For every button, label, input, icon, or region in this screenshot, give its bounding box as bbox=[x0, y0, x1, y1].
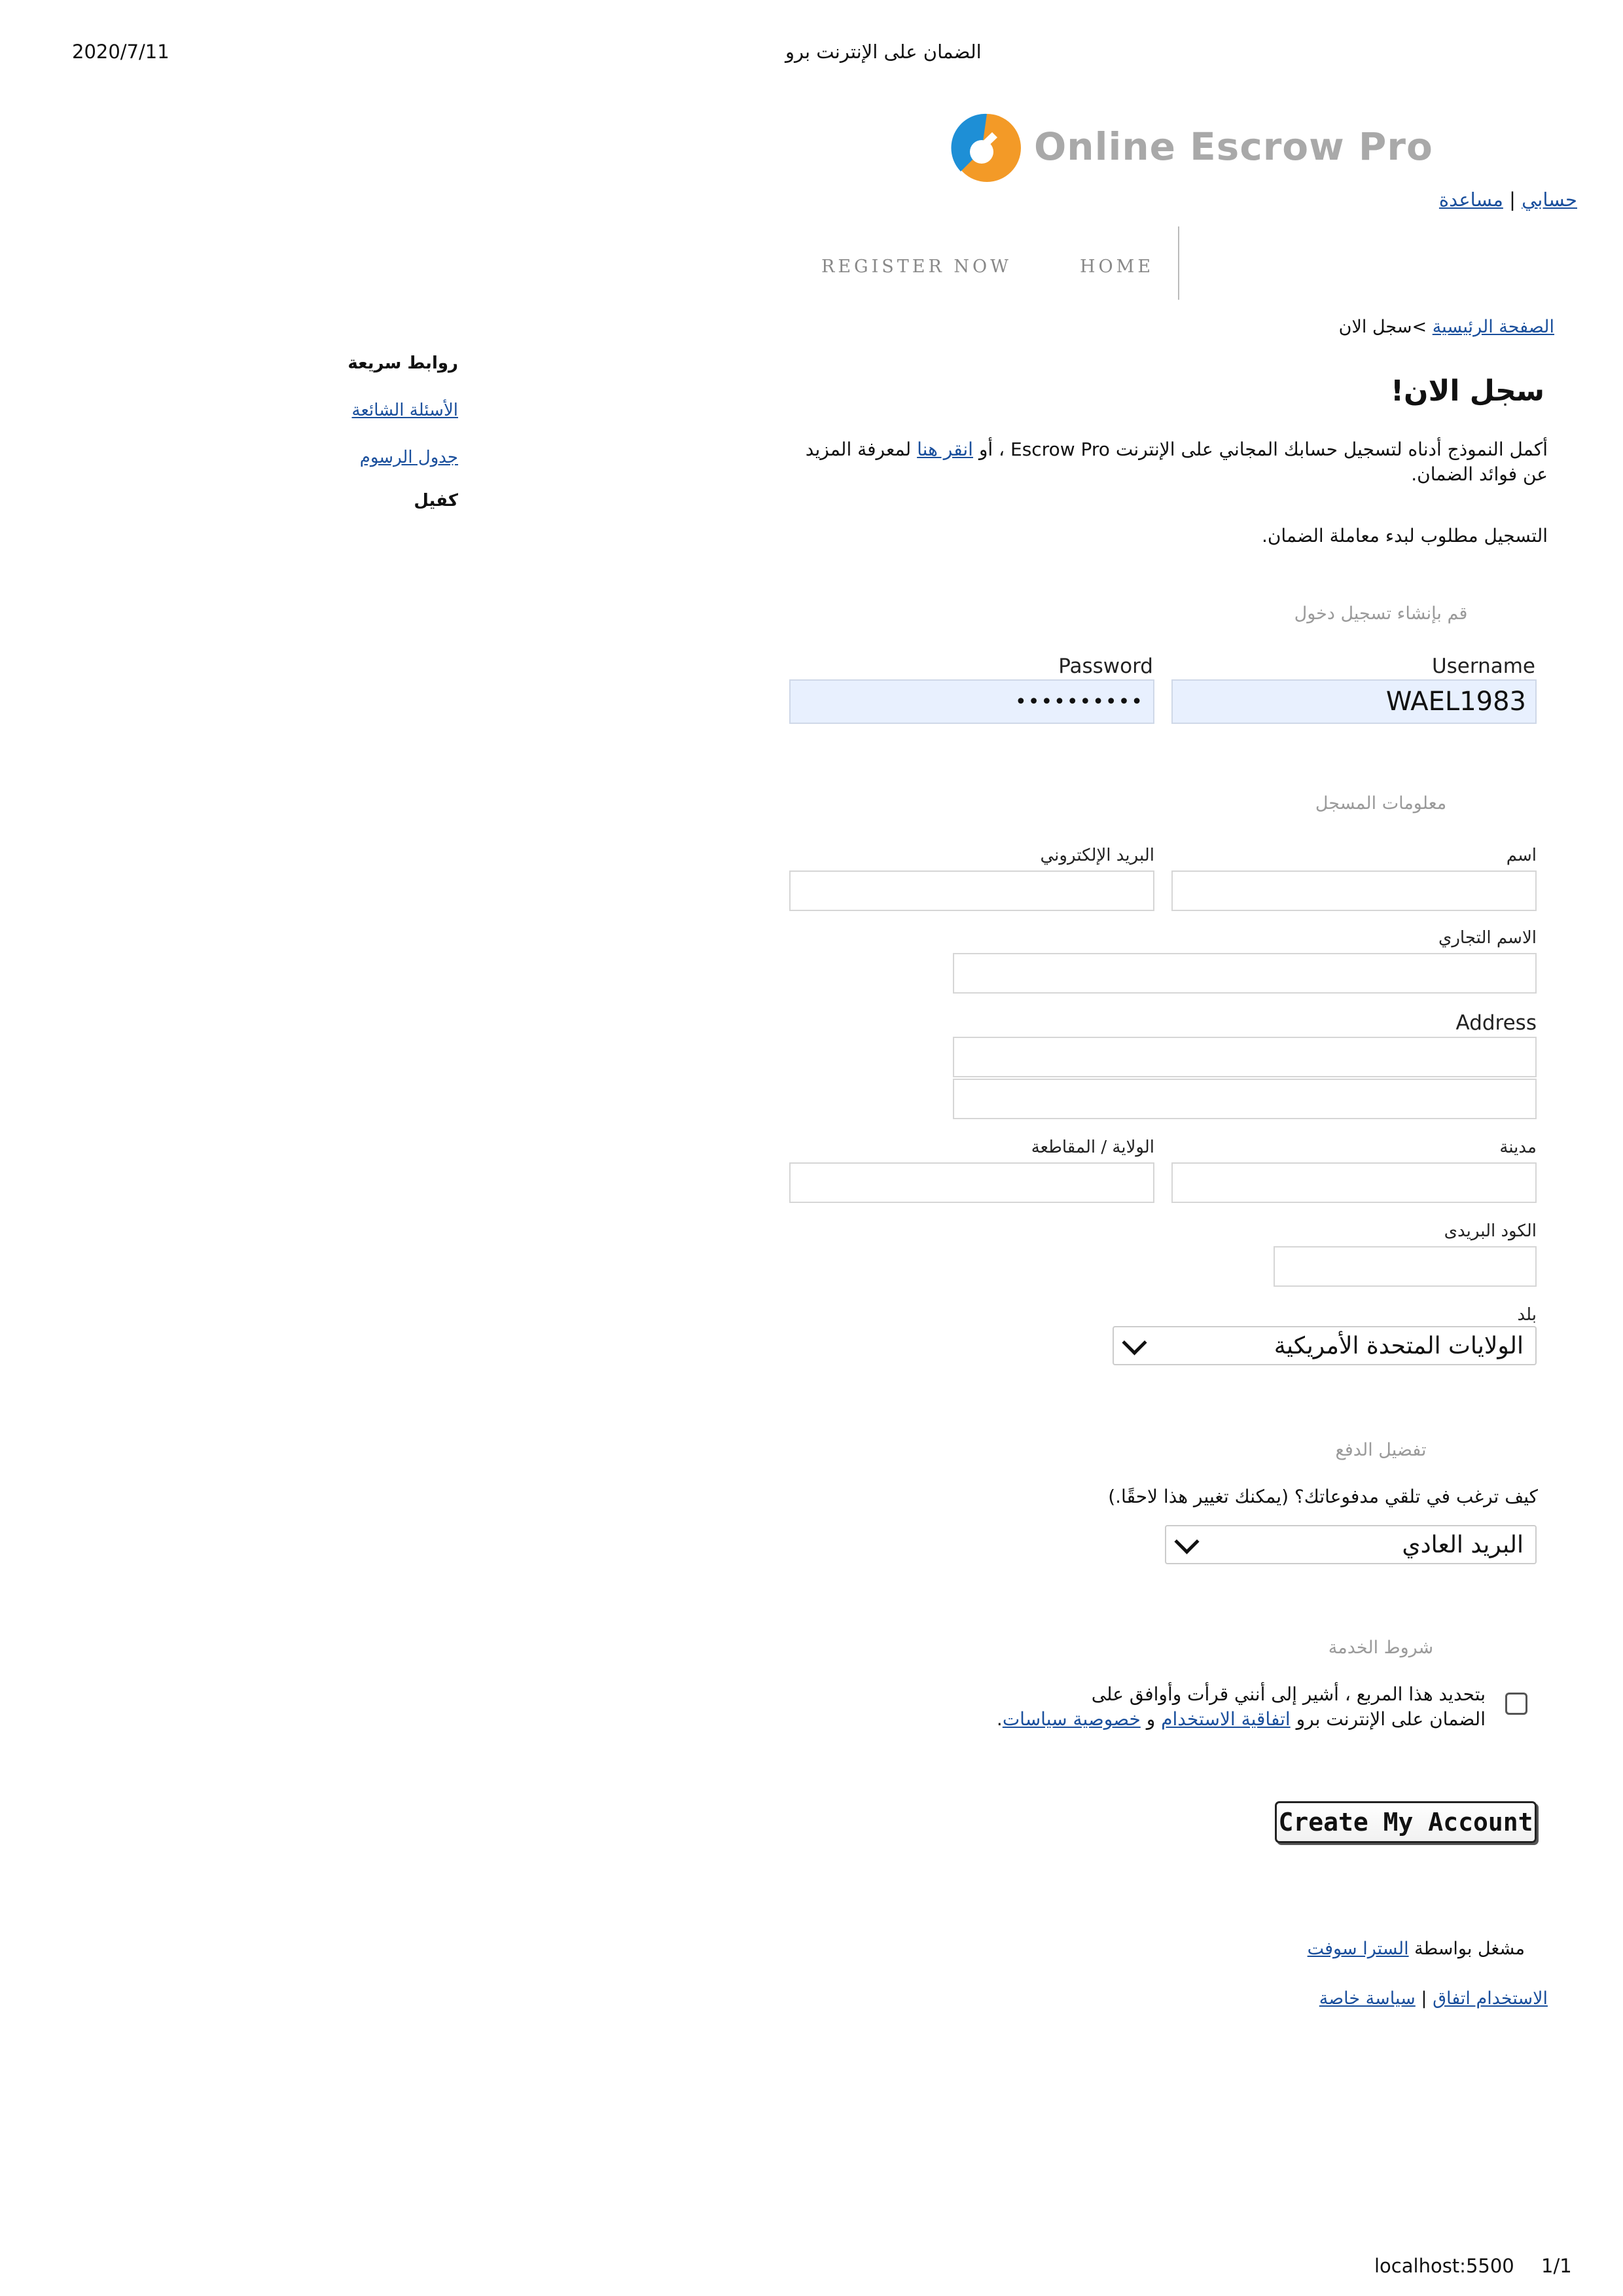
print-date: 2020/7/11 bbox=[72, 41, 169, 63]
footer-privacy-link[interactable]: سياسة خاصة bbox=[1319, 1988, 1416, 2009]
terms-text bbox=[982, 1682, 1486, 1732]
intro-text bbox=[785, 437, 1548, 487]
footer-separator: | bbox=[1421, 1988, 1427, 2009]
footer-terms-link[interactable]: الاستخدام اتفاق bbox=[1433, 1988, 1548, 2009]
terms-section-heading: شروط الخدمة bbox=[1328, 1638, 1434, 1658]
sidebar-item-fees[interactable]: جدول الرسوم bbox=[359, 448, 458, 467]
login-section-heading: قم بإنشاء تسجيل دخول bbox=[1294, 603, 1468, 624]
terms-and: و bbox=[1146, 1708, 1156, 1730]
payment-section-heading: تفضيل الدفع bbox=[1335, 1440, 1427, 1460]
state-label: الولاية / المقاطعة bbox=[1031, 1138, 1154, 1157]
intro-after: لمعرفة المزيد عن فوائد الضمان. bbox=[805, 439, 1548, 485]
page-title: سجل الان! bbox=[1390, 374, 1544, 408]
trade-name-label: الاسم التجاري bbox=[1438, 928, 1537, 948]
print-url: localhost:5500 bbox=[1374, 2255, 1514, 2277]
powered-by-link[interactable]: السترا سوفت bbox=[1307, 1939, 1409, 1959]
zip-label: الكود البريدى bbox=[1444, 1221, 1537, 1241]
intro-before: أكمل النموذج أدناه لتسجيل حسابك المجاني على الإنترنت Escrow Pro ، أو bbox=[978, 439, 1548, 460]
breadcrumb-separator: > bbox=[1412, 317, 1427, 337]
powered-by-prefix: مشغل بواسطة bbox=[1414, 1939, 1525, 1959]
sidebar-item-guarantor[interactable]: كفيل bbox=[414, 491, 458, 511]
country-select[interactable] bbox=[1113, 1326, 1537, 1365]
country-value: الولايات المتحدة الأمريكية bbox=[1274, 1332, 1524, 1359]
username-value: WAEL1983 bbox=[1385, 687, 1526, 717]
address-label: Address bbox=[1455, 1011, 1537, 1035]
zip-field[interactable] bbox=[1274, 1246, 1537, 1287]
registrant-section-heading: معلومات المسجل bbox=[1315, 793, 1447, 814]
nav-divider bbox=[1178, 226, 1179, 300]
my-account-link[interactable]: حسابي bbox=[1522, 188, 1577, 211]
help-link[interactable]: مساعدة bbox=[1438, 188, 1503, 211]
payment-question: كيف ترغب في تلقي مدفوعاتك؟ (يمكنك تغيير هذا لاحقًا.) bbox=[1108, 1486, 1538, 1507]
sidebar bbox=[262, 353, 458, 511]
top-links bbox=[1427, 188, 1577, 211]
logo[interactable] bbox=[948, 105, 1433, 190]
name-label: اسم bbox=[1506, 846, 1537, 865]
terms-line2: الضمان على الإنترنت برو اتفاقية الاستخدام و خصوصية سياسات. bbox=[996, 1708, 1486, 1730]
powered-by bbox=[1276, 1939, 1525, 1959]
payment-method-select[interactable] bbox=[1165, 1525, 1537, 1564]
city-field[interactable] bbox=[1171, 1162, 1537, 1203]
create-account-button[interactable]: Create My Account bbox=[1275, 1801, 1537, 1843]
terms-prefix: الضمان على الإنترنت برو bbox=[1296, 1708, 1486, 1730]
name-field[interactable] bbox=[1171, 870, 1537, 911]
chevron-down-icon bbox=[1122, 1330, 1147, 1355]
terms-checkbox[interactable] bbox=[1505, 1693, 1527, 1715]
username-label: Username bbox=[1431, 655, 1535, 678]
print-title: الضمان على الإنترنت برو bbox=[785, 41, 982, 63]
password-value: •••••••••• bbox=[1015, 690, 1144, 713]
privacy-policy-link[interactable]: خصوصية سياسات bbox=[1002, 1708, 1141, 1730]
payment-method-value: البريد العادي bbox=[1402, 1531, 1524, 1558]
sidebar-item-faq[interactable]: الأسئلة الشائعة bbox=[351, 401, 458, 420]
print-page-number: 1/1 bbox=[1541, 2255, 1572, 2277]
logo-text: Online Escrow Pro bbox=[1034, 124, 1433, 169]
city-label: مدينة bbox=[1499, 1138, 1537, 1157]
address-line2-field[interactable] bbox=[953, 1079, 1537, 1119]
password-field[interactable] bbox=[789, 679, 1154, 724]
top-links-separator: | bbox=[1509, 188, 1516, 211]
terms-line1: بتحديد هذا المربع ، أشير إلى أنني قرأت وأوافق على bbox=[1091, 1683, 1486, 1705]
chevron-down-icon bbox=[1174, 1529, 1199, 1554]
terms-of-use-link[interactable]: اتفاقية الاستخدام bbox=[1161, 1708, 1291, 1730]
breadcrumb bbox=[1243, 317, 1554, 337]
escrow-logo-icon bbox=[948, 109, 1026, 187]
nav-home[interactable]: HOME bbox=[1080, 257, 1154, 277]
address-line1-field[interactable] bbox=[953, 1037, 1537, 1077]
password-label: Password bbox=[1058, 655, 1153, 678]
username-field[interactable] bbox=[1171, 679, 1537, 724]
footer-links bbox=[1276, 1988, 1548, 2009]
email-label: البريد الإلكتروني bbox=[1040, 846, 1154, 865]
state-field[interactable] bbox=[789, 1162, 1154, 1203]
required-note: التسجيل مطلوب لبدء معاملة الضمان. bbox=[1261, 525, 1548, 547]
sidebar-heading: روابط سريعة bbox=[348, 353, 458, 373]
email-field[interactable] bbox=[789, 870, 1154, 911]
trade-name-field[interactable] bbox=[953, 953, 1537, 994]
breadcrumb-current: سجل الان bbox=[1338, 317, 1412, 337]
country-label: بلد bbox=[1517, 1305, 1537, 1325]
breadcrumb-home[interactable]: الصفحة الرئيسية bbox=[1432, 317, 1554, 337]
nav-register-now[interactable]: REGISTER NOW bbox=[821, 257, 1012, 277]
click-here-link[interactable]: انقر هنا bbox=[917, 439, 973, 460]
